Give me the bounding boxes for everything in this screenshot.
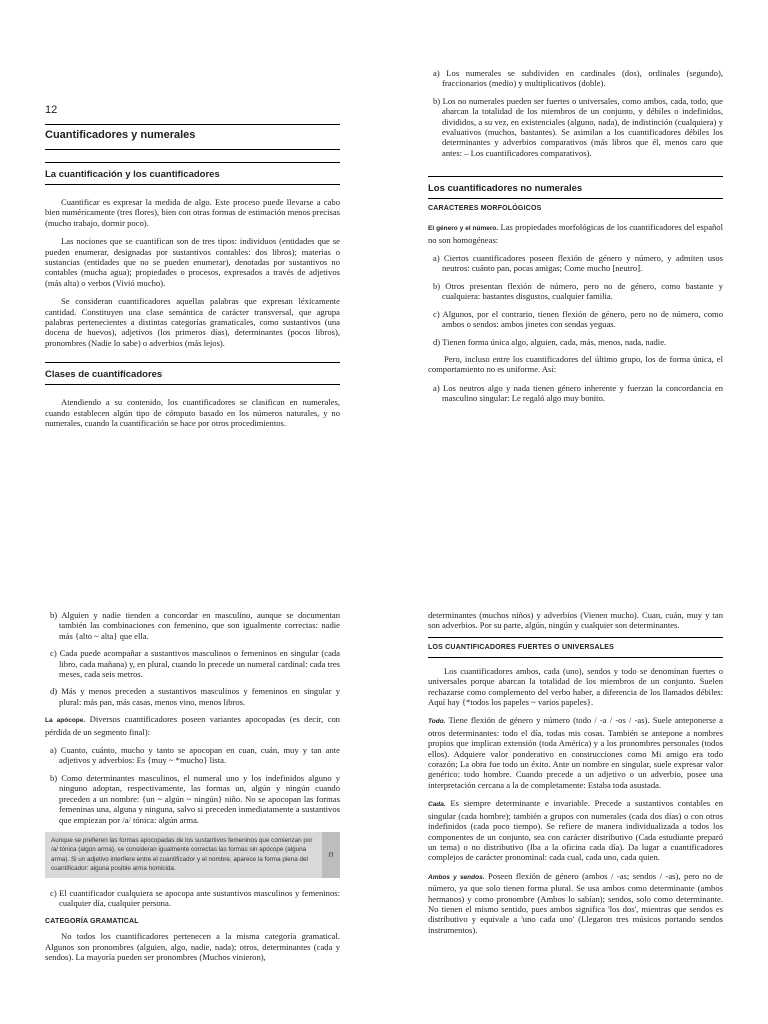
list-item: b) Otros presentan flexión de número, pero no de género, como bastante y cualquiera: bastantes disgustos, cualquier familia.	[433, 280, 723, 302]
divider	[428, 657, 723, 658]
paragraph: determinantes (muchos niños) y adverbios (Vienen mucho). Cuan, cuán, muy y tan son adverbios. Por su parte, algún, ningún y cualquier son determinantes.	[428, 610, 723, 631]
paragraph: Los cuantificadores ambos, cada (uno), sendos y todo se denominan fuertes o universales porque abarcan la totalidad de los miembros de un conjunto. Suelen rechazarse como complemento del verbo haber, a diferencia de los llamados débiles: Aquí hay {*todos los papeles ~ varios papeles}.	[428, 665, 723, 708]
run-in-label: Todo.	[428, 718, 446, 726]
list-item: a) Los neutros algo y nada tienen género inherente y fuerzan la concordancia en masculino singular: Le regaló algo muy bonito.	[433, 382, 723, 404]
note-text: Aunque se prefieren las formas apocopadas de los sustantivos femeninos que comienzan por /a/ tónica (algún arma), se consideran igualmente correctas las formas sin apócope (alguna arma). Si un adjetivo interfiere entre el cuantificador y el nombre, aparece la forma plena del cuantificador: alguna posible arma homicida.	[51, 836, 313, 873]
run-in-text: Es siempre determinante e invariable. Precede a sustantivos contables en singular (cada hombre); también a grupos con numerales (cada dos días) o con otros indefinidos (cada poco tiempo). Se refiere de manera individualizada a todos los componentes de un conjunto, sea con carácter distributivo (Cada estudiante preparó un tema) o no distributivo (Iba a la oficina cada día). Da lugar a cuantificadores complejos de carácter pronominal: cada cual, cada uno, cada quien.	[428, 798, 723, 863]
paragraph: Se consideran cuantificadores aquellas palabras que expresan léxicamente cantidad. Constituyen una clase semántica de carácter transversal, que agrupa palabras pertenecientes a distintas categorías gramaticales, como sustantivos (una docena de huevos), adjetivos (los primeros días), determinantes (pocos libros), pronombres (Nadie lo sabe) o adverbios (más lejos).	[45, 296, 340, 348]
list-item: c) Algunos, por el contrario, tienen flexión de género, pero no de número, como ambos o sendos: ambos jinetes con sendas yeguas.	[433, 308, 723, 330]
paragraph	[428, 715, 723, 790]
run-in-text: Diversos cuantificadores poseen variantes apocopadas (es decir, con pérdida de un segmento final):	[45, 714, 340, 737]
list-item: b) Alguien y nadie tienden a concordar en masculino, aunque se documentan también las combinaciones con femenino, que son igualmente correctas: nadie más {alto ~ alta} que ella.	[50, 610, 340, 641]
list-item: c) El cuantificador cualquiera se apocopa ante sustantivos masculinos y femeninos: cualquier día, cualquier persona.	[50, 887, 340, 908]
list-item: b) Los no numerales pueden ser fuertes o universales, como ambos, cada, todo, que abarcan la totalidad de los miembros de un conjunto, y débiles o indefinidos, divididos, a su vez, en existenciales (alguno, nada), de indistinción (cualquiera) y evaluativos (muchos, bastantes). Se asimilan a los cuantificadores débiles los determinantes y adverbios comparativos (más libros que él, menos caro que antes: – Los cuantificadores comparativos).	[433, 95, 723, 158]
run-in-label: Ambos y sendos.	[428, 873, 485, 881]
list-item: d) Tienen forma única algo, alguien, cada, más, menos, nada, nadie.	[433, 336, 667, 347]
paragraph	[428, 798, 723, 862]
run-in-label: La apócope.	[45, 717, 86, 725]
run-in-label: El género y el número.	[428, 225, 499, 233]
paragraph: Atendiendo a su contenido, los cuantificadores se clasifican en numerales, cuando establecen algún tipo de cómputo basado en los números naturales, y no numerales, cuando la cuantificación se hace por otros procedimientos.	[45, 397, 340, 429]
section-title-no-numerales: Los cuantificadores no numerales	[428, 176, 723, 199]
list-item: b) Como determinantes masculinos, el numeral uno y los indefinidos alguno y ninguno adoptan, respectivamente, las formas un, algún y ningún cuando preceden a un nombre: {un ~ algún ~ ningún} niño. No se apocopan las formas femeninas una, alguna y ninguna, salvo si preceden inmediatamente a sustantivos que empiezan por /a/ tónica: algún arma.	[50, 772, 340, 825]
page1-left-column	[45, 104, 340, 437]
paragraph: No todos los cuantificadores pertenecen a la misma categoría gramatical. Algunos son pronombres (alguien, algo, nadie, nada); otros, determinantes (cada y sendos). La mayoría pueden ser pronombres (Muchos vinieron),	[45, 931, 340, 963]
list-item: a) Ciertos cuantificadores poseen flexión de género y número, y admiten usos neutros: cuánto pan, pocas amigas; Come mucho [neutro].	[433, 253, 723, 274]
page2-right-column	[428, 610, 723, 943]
subsection-title-fuertes: LOS CUANTIFICADORES FUERTES O UNIVERSALES	[428, 643, 614, 651]
subsection-title-morfologicos: CARACTERES MORFOLÓGICOS	[428, 205, 542, 213]
note-icon: n	[322, 832, 340, 878]
paragraph	[428, 222, 723, 245]
paragraph: Las nociones que se cuantifican son de tres tipos: individuos (entidades que se pueden enumerar, designadas por sustantivos contables: dos libros); materias o sustancias (entidades que no se pueden enumerar), denotadas por sustantivos no contables (mucha agua); propiedades o procesos, expresados a través de adjetivos (más alta) o verbos (Vivió mucho).	[45, 236, 340, 288]
note-box	[45, 832, 340, 878]
page-number: 12	[45, 104, 58, 116]
section-title-clases: Clases de cuantificadores	[45, 362, 340, 385]
paragraph	[428, 871, 723, 935]
page1-right-column	[428, 68, 723, 411]
subsection-title-categoria: CATEGORÍA GRAMATICAL	[45, 918, 139, 926]
list-item: c) Cada puede acompañar a sustantivos masculinos o femeninos en singular (cada libro, cada mañana) y, en plural, cuando lo precede un numeral cardinal: cada tres meses, cada seis metros.	[50, 648, 340, 680]
paragraph	[45, 714, 340, 737]
run-in-text: Tiene flexión de género y número (todo / -a / -os / -as). Suele anteponerse a otros determinantes: todo el día, todas mis cosas. También se antepone a nombres propios que implican extensión (toda América) y a los pronombres personales (todos ellos). Adquiere valor ponderativo en construcciones como Mi amigo era todo corazón; La obra fue todo un éxito. Ante un nombre en singular, suele expresar valor genérico: todo hombre. Cuando precede a un adjetivo o un adverbio, posee una interpretación cercana a la de completamente: Estaba toda asustada.	[428, 715, 724, 790]
list-item: a) Cuanto, cuánto, mucho y tanto se apocopan en cuan, cuán, muy y tan ante adjetivos y adverbios: Es {muy ~ *mucho} lista.	[50, 745, 340, 766]
page2-left-column	[45, 610, 340, 971]
paragraph: Pero, incluso entre los cuantificadores del último grupo, los de forma única, el comportamiento no es uniforme. Así:	[428, 353, 723, 375]
run-in-label: Cada.	[428, 801, 446, 809]
list-item: d) Más y menos preceden a sustantivos masculinos y femeninos en singular y plural: más pan, más casas, menos vino, menos libros.	[50, 686, 340, 707]
run-in-text: Las propiedades morfológicas de los cuantificadores del español no son homogéneas:	[428, 222, 723, 245]
chapter-title: Cuantificadores y numerales	[45, 124, 340, 150]
run-in-text: Poseen flexión de género (ambos / -as; sendos / -as), pero no de número, ya que solo tienen forma plural. Se usa ambos como determinante (ambos hermanos) y como pronombre (Ambos lo sabían); sendos, solo como determinante. No tienen el mismo sentido, pues ambos significa 'los dos', mientras que sendos es distributivo y equivale a 'uno cada uno' (Llegaron tres músicos portando sendos instrumentos).	[428, 870, 723, 935]
divider	[428, 637, 723, 638]
section-title-cuantificacion: La cuantificación y los cuantificadores	[45, 162, 340, 185]
paragraph: Cuantificar es expresar la medida de algo. Este proceso puede llevarse a cabo bien numéricamente (tres flores), bien con otras formas de estimación menos precisas (mucho trabajo, dormir poco).	[45, 197, 340, 228]
list-item: a) Los numerales se subdividen en cardinales (dos), ordinales (segundo), fraccionarios (medio) y multiplicativos (doble).	[433, 68, 723, 89]
page-bottom	[0, 512, 768, 1024]
